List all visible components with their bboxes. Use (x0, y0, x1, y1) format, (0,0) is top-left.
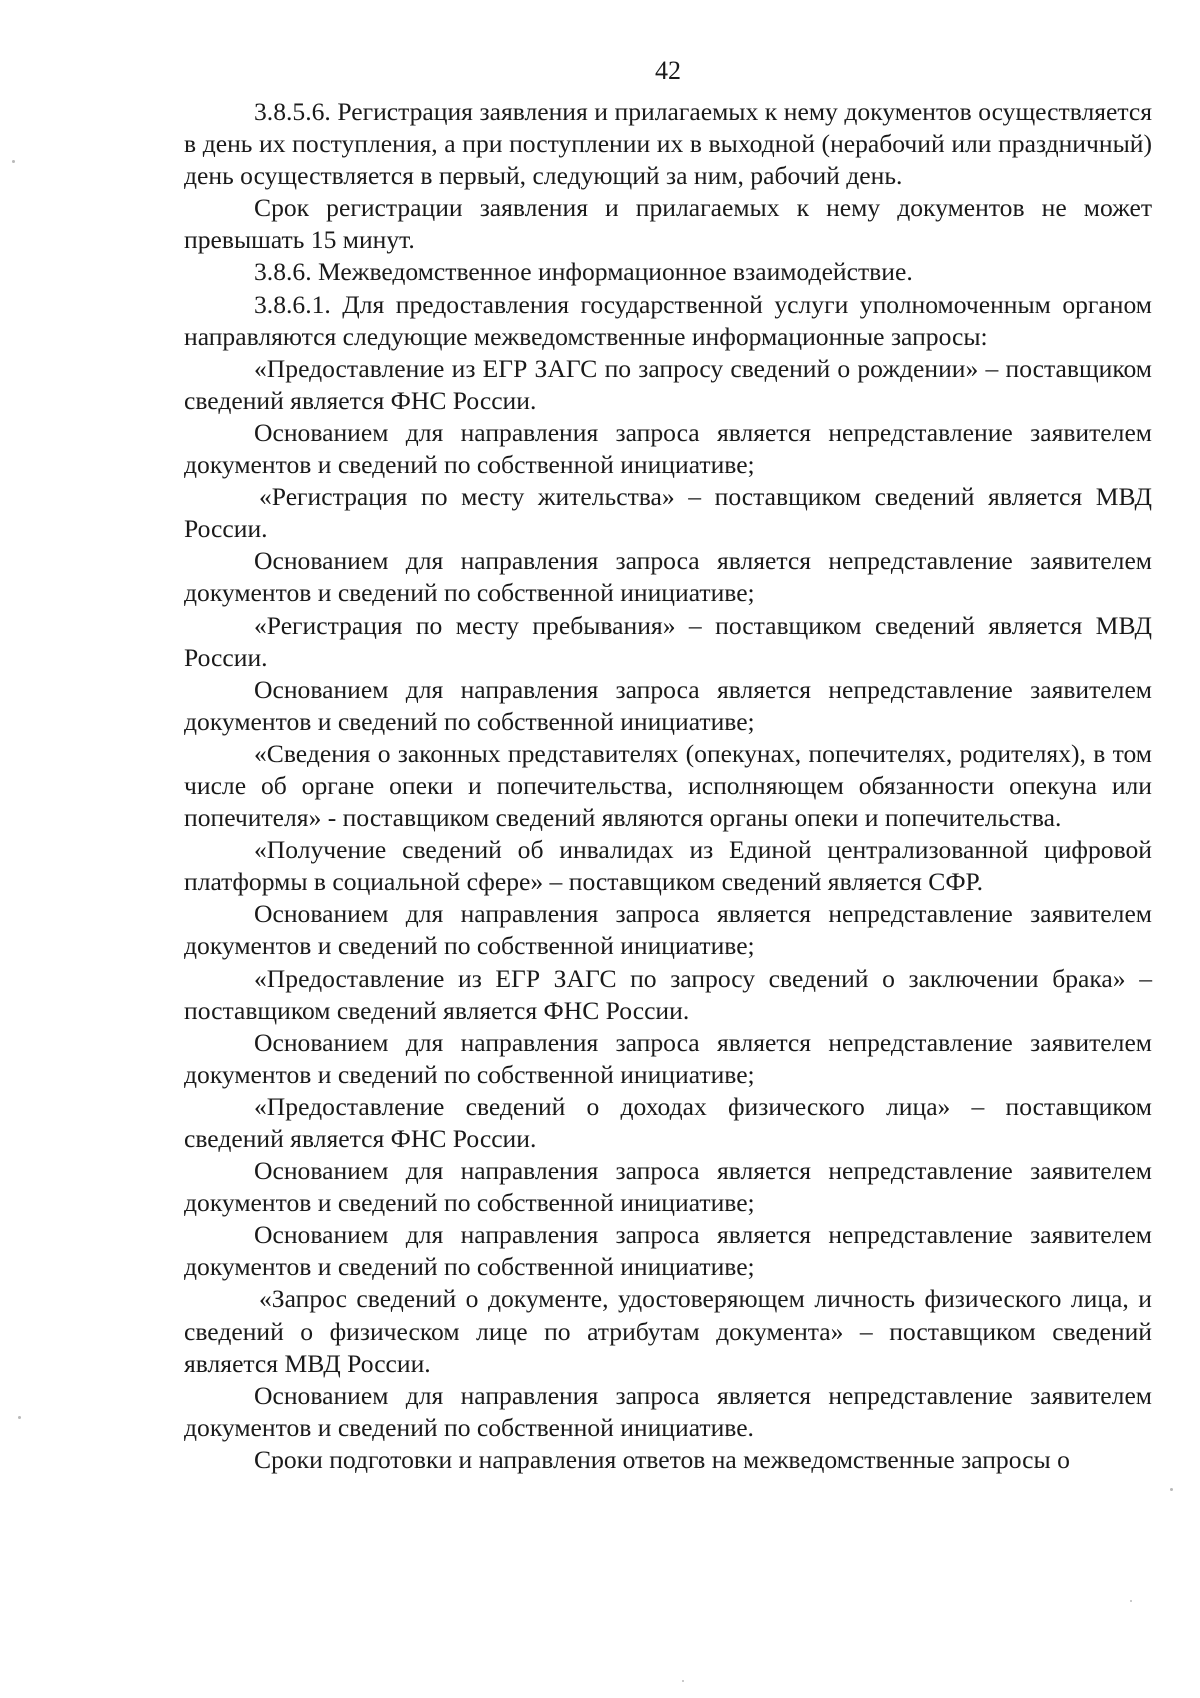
scan-speck (1130, 1600, 1132, 1602)
scan-speck (1170, 1488, 1173, 1491)
paragraph-request-identity-document: «Запрос сведений о документе, удостоверяющем личность физического лица, и сведений о физическом лице по атрибутам документа» – поставщиком сведений является МВД России. (184, 1284, 1152, 1378)
paragraph-request-marriage: «Предоставление из ЕГР ЗАГС по запросу сведений о заключении брака» – поставщиком сведений является ФНС России. (184, 963, 1152, 1025)
paragraph-request-income: «Предоставление сведений о доходах физического лица» – поставщиком сведений является ФНС России. (184, 1091, 1152, 1153)
paragraph-basis: Основанием для направления запроса является непредставление заявителем документов и сведений по собственной инициативе; (184, 1027, 1152, 1089)
paragraph-request-birth: «Предоставление из ЕГР ЗАГС по запросу сведений о рождении» – поставщиком сведений является ФНС России. (184, 353, 1152, 415)
paragraph-basis: Основанием для направления запроса является непредставление заявителем документов и сведений по собственной инициативе; (184, 674, 1152, 736)
paragraph-3-8-5-6: 3.8.5.6. Регистрация заявления и прилагаемых к нему документов осуществляется в день их поступления, а при поступлении их в выходной (нерабочий или праздничный) день осуществляется в первый, следующий за ним, рабочий день. (184, 97, 1152, 191)
paragraph-3-8-6-1: 3.8.6.1. Для предоставления государственной услуги уполномоченным органом направляются следующие межведомственные информационные запросы: (184, 289, 1152, 351)
paragraph-basis: Основанием для направления запроса является непредставление заявителем документов и сведений по собственной инициативе; (184, 546, 1152, 608)
paragraph-request-residence: «Регистрация по месту жительства» – поставщиком сведений является МВД России. (184, 482, 1152, 544)
paragraph-basis: Основанием для направления запроса является непредставление заявителем документов и сведений по собственной инициативе; (184, 899, 1152, 961)
page-number: 42 (655, 56, 681, 85)
paragraph-response-terms: Сроки подготовки и направления ответов на межведомственные запросы о (254, 1444, 1070, 1474)
paragraph-basis: Основанием для направления запроса является непредставление заявителем документов и сведений по собственной инициативе; (184, 1220, 1152, 1282)
paragraph-request-guardians: «Сведения о законных представителях (опекунах, попечителях, родителях), в том числе об органе опеки и попечительства, исполняющем обязанности опекуна или попечителя» - поставщиком сведений являются органы опеки и попечительства. (184, 738, 1152, 833)
scan-speck (12, 160, 15, 163)
scan-speck (682, 1680, 684, 1682)
paragraph-request-disabled: «Получение сведений об инвалидах из Единой централизованной цифровой платформы в социальной сфере» – поставщиком сведений является СФР. (184, 835, 1152, 897)
paragraph-basis-final: Основанием для направления запроса является непредставление заявителем документов и сведений по собственной инициативе. (184, 1380, 1152, 1442)
scan-speck (18, 1416, 21, 1419)
paragraph-basis: Основанием для направления запроса является непредставление заявителем документов и сведений по собственной инициативе; (184, 1156, 1152, 1218)
paragraph-3-8-6: 3.8.6. Межведомственное информационное взаимодействие. (254, 257, 913, 287)
document-body (184, 96, 1152, 1476)
paragraph-request-stay: «Регистрация по месту пребывания» – поставщиком сведений является МВД России. (184, 610, 1152, 672)
paragraph-basis: Основанием для направления запроса является непредставление заявителем документов и сведений по собственной инициативе; (184, 417, 1152, 480)
paragraph-registration-term: Срок регистрации заявления и прилагаемых к нему документов не может превышать 15 минут. (184, 193, 1152, 255)
